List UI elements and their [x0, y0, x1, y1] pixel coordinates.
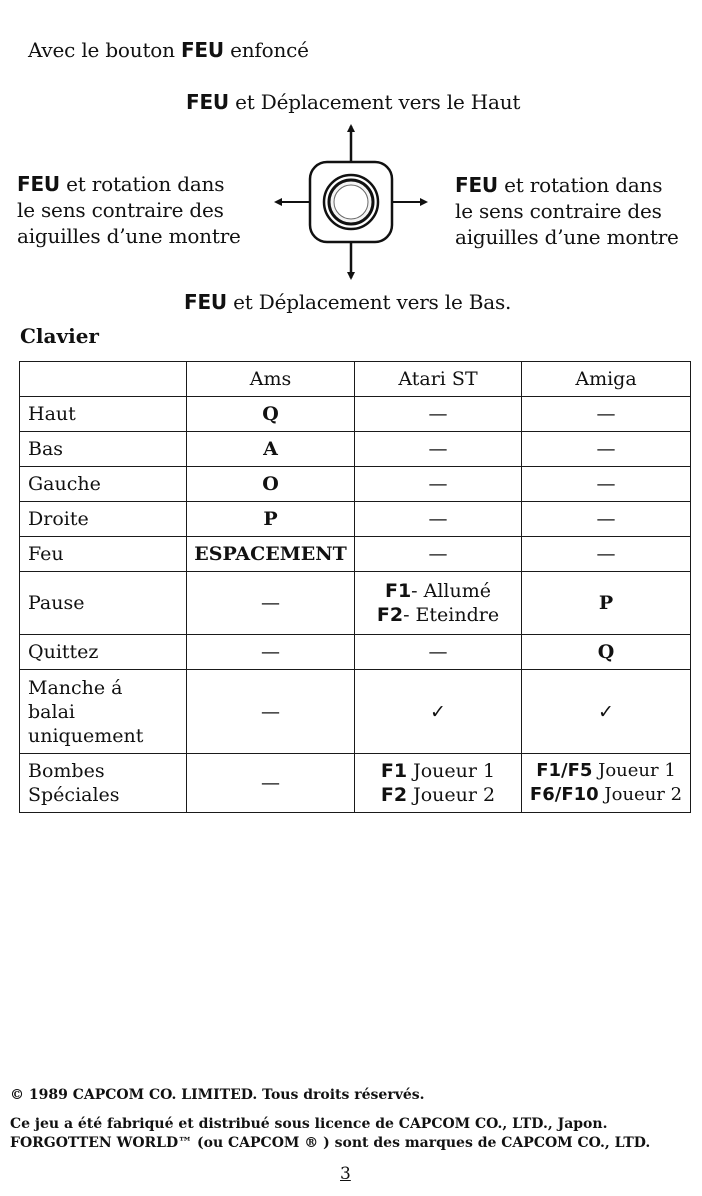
caption-left-line2: le sens contraire des [17, 198, 224, 222]
amiga-key-f1f5: F1/F5 [536, 760, 593, 781]
cell-atari: — [355, 432, 522, 467]
row-label-line3: uniquement [28, 724, 144, 747]
caption-down [184, 290, 511, 314]
row-label: Pause [20, 572, 187, 635]
caption-down-text: et Déplacement vers le Bas. [226, 290, 512, 314]
atari-text-off: - Eteindre [403, 604, 500, 626]
row-label: Feu [20, 537, 187, 572]
caption-up-text: et Déplacement vers le Haut [228, 90, 521, 114]
caption-left [17, 171, 241, 249]
cell-atari: — [355, 502, 522, 537]
table-row [20, 502, 691, 537]
cell-ams: — [187, 670, 355, 754]
caption-left-line3: aiguilles d’une montre [17, 224, 241, 248]
table-row [20, 537, 691, 572]
table-row [20, 397, 691, 432]
cell-amiga: — [522, 467, 691, 502]
cell-atari: — [355, 635, 522, 670]
row-label: Quittez [20, 635, 187, 670]
row-label-line2: balai [28, 700, 75, 723]
row-label [20, 670, 187, 754]
atari-player2: Joueur 2 [407, 784, 496, 806]
atari-text-on: - Allumé [411, 580, 492, 602]
row-label-line2: Spéciales [28, 784, 120, 806]
cell-amiga: — [522, 502, 691, 537]
cell-amiga: — [522, 432, 691, 467]
table-row-pause [20, 572, 691, 635]
caption-up [186, 90, 520, 114]
cell-amiga [522, 754, 691, 813]
cell-amiga: — [522, 537, 691, 572]
legal-line2: FORGOTTEN WORLD™ (ou CAPCOM ® ) sont des marques de CAPCOM CO., LTD. [10, 1135, 651, 1151]
atari-key-f1: F1 [380, 760, 408, 782]
cell-atari [355, 572, 522, 635]
table-row-joystick [20, 670, 691, 754]
header-ams: Ams [187, 362, 355, 397]
table-header-row [20, 362, 691, 397]
atari-key-f2: F2 [380, 784, 408, 806]
keyboard-table [19, 361, 691, 813]
row-label [20, 754, 187, 813]
check-icon: ✓ [522, 670, 691, 754]
row-label: Gauche [20, 467, 187, 502]
caption-down-key: FEU [184, 290, 227, 314]
cell-atari: — [355, 467, 522, 502]
cell-ams: P [187, 502, 355, 537]
cell-atari [355, 754, 522, 813]
page-number: 3 [340, 1164, 351, 1184]
check-icon: ✓ [355, 670, 522, 754]
cell-amiga: — [522, 397, 691, 432]
cell-ams: ESPACEMENT [187, 537, 355, 572]
atari-key-f1: F1 [384, 580, 412, 602]
cell-ams: A [187, 432, 355, 467]
copyright-line: © 1989 CAPCOM CO. LIMITED. Tous droits réservés. [10, 1087, 425, 1103]
caption-left-line1: et rotation dans [59, 172, 225, 196]
header-blank [20, 362, 187, 397]
caption-up-key: FEU [186, 90, 229, 114]
header-atari: Atari ST [355, 362, 522, 397]
table-row-bombs [20, 754, 691, 813]
row-label: Droite [20, 502, 187, 537]
intro-suffix: enfoncé [223, 38, 309, 62]
caption-right-line2: le sens contraire des [455, 199, 662, 223]
caption-right-line1: et rotation dans [497, 173, 663, 197]
cell-ams: Q [187, 397, 355, 432]
caption-right-key: FEU [455, 173, 498, 197]
joystick-diagram-icon [270, 122, 432, 284]
atari-player1: Joueur 1 [407, 760, 496, 782]
cell-ams: — [187, 572, 355, 635]
cell-ams: — [187, 635, 355, 670]
cell-ams: O [187, 467, 355, 502]
amiga-player1: Joueur 1 [592, 760, 676, 781]
legal-line1: Ce jeu a été fabriqué et distribué sous licence de CAPCOM CO., LTD., Japon. [10, 1116, 608, 1132]
caption-left-key: FEU [17, 172, 60, 196]
row-label: Bas [20, 432, 187, 467]
cell-amiga: P [522, 572, 691, 635]
caption-right [455, 172, 679, 250]
cell-amiga: Q [522, 635, 691, 670]
cell-atari: — [355, 537, 522, 572]
header-amiga: Amiga [522, 362, 691, 397]
row-label-line1: Manche á [28, 676, 123, 699]
amiga-player2: Joueur 2 [598, 784, 683, 805]
amiga-key-f6f10: F6/F10 [529, 784, 599, 805]
intro-line [28, 38, 309, 62]
table-row [20, 432, 691, 467]
intro-prefix: Avec le bouton [28, 38, 181, 62]
table-row [20, 467, 691, 502]
row-label: Haut [20, 397, 187, 432]
caption-right-line3: aiguilles d’une montre [455, 225, 679, 249]
atari-key-f2: F2 [376, 604, 404, 626]
table-row-quit [20, 635, 691, 670]
cell-atari: — [355, 397, 522, 432]
cell-ams: — [187, 754, 355, 813]
intro-key: FEU [180, 38, 224, 62]
section-title: Clavier [20, 324, 99, 348]
row-label-line1: Bombes [28, 760, 105, 782]
